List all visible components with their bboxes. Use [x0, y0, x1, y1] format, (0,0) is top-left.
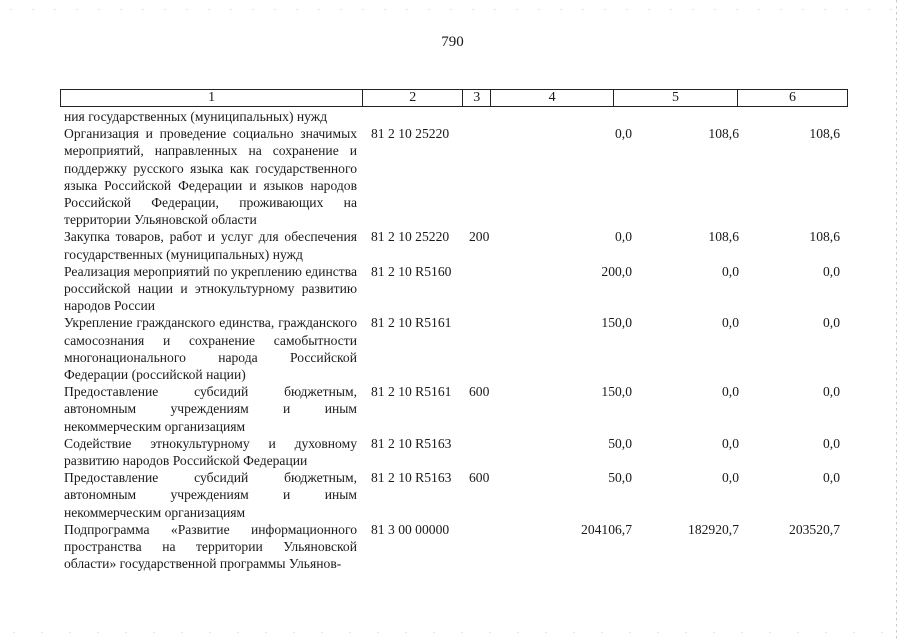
row-description: Закупка товаров, работ и услуг для обеспечения государственных (муниципальных) нужд — [64, 229, 357, 262]
table-row — [60, 521, 848, 573]
column-header-1: 1 — [61, 90, 363, 107]
row-value-col6: 203520,7 — [789, 521, 840, 537]
row-target-code: 81 2 10 25220 — [371, 229, 450, 245]
row-value-col5: 0,0 — [722, 470, 739, 486]
table-row — [60, 125, 848, 228]
row-target-code: 81 3 00 00000 — [371, 521, 450, 537]
row-target-code: 81 2 10 R5163 — [371, 470, 452, 486]
column-header-2: 2 — [363, 90, 463, 107]
row-expense-type: 600 — [469, 470, 490, 486]
table-row — [60, 383, 848, 435]
row-value-col5: 108,6 — [708, 229, 739, 245]
row-value-col5: 108,6 — [708, 126, 739, 142]
table-row — [60, 469, 848, 521]
table-row — [60, 108, 848, 125]
row-value-col6: 0,0 — [823, 263, 840, 279]
scan-artifact-bottom — [0, 631, 905, 634]
column-header-table — [60, 89, 848, 107]
row-value-col4: 150,0 — [601, 384, 632, 400]
row-description: Предоставление субсидий бюджетным, автономным учреждениям и иным некоммерческим организациям — [64, 384, 357, 434]
column-header-4: 4 — [491, 90, 614, 107]
row-description: Организация и проведение социально значимых мероприятий, направленных на сохранение и поддержку русского языка как государственного языка Российской Федерации и языков народов Российской Федерации, проживающих на территории Ульяновской области — [64, 126, 357, 228]
table-row — [60, 314, 848, 383]
row-value-col4: 0,0 — [615, 126, 632, 142]
page-number: 790 — [441, 34, 464, 50]
row-value-col4: 50,0 — [608, 435, 632, 451]
row-value-col6: 0,0 — [823, 470, 840, 486]
row-value-col6: 108,6 — [809, 126, 840, 142]
row-description: Подпрограмма «Развитие информационного пространства на территории Ульяновской области» государственной программы Ульянов- — [64, 521, 357, 572]
row-description: ния государственных (муниципальных) нужд — [64, 109, 328, 124]
column-header-3: 3 — [463, 90, 491, 107]
row-expense-type: 200 — [469, 229, 490, 245]
row-value-col4: 200,0 — [601, 263, 632, 279]
row-target-code: 81 2 10 R5160 — [371, 263, 452, 279]
row-value-col6: 108,6 — [809, 229, 840, 245]
row-description: Предоставление субсидий бюджетным, автономным учреждениям и иным некоммерческим организациям — [64, 470, 357, 520]
row-description: Реализация мероприятий по укреплению единства российской нации и этнокультурному развитию народов России — [64, 263, 357, 314]
row-value-col5: 0,0 — [722, 315, 739, 331]
budget-table-body — [60, 108, 848, 572]
row-value-col5: 0,0 — [722, 384, 739, 400]
row-expense-type: 600 — [469, 384, 490, 400]
row-value-col5: 0,0 — [722, 435, 739, 451]
row-target-code: 81 2 10 R5161 — [371, 315, 452, 331]
row-value-col6: 0,0 — [823, 435, 840, 451]
row-value-col4: 50,0 — [608, 470, 632, 486]
row-value-col4: 0,0 — [615, 229, 632, 245]
scan-artifact-right — [896, 0, 897, 640]
row-description: Укрепление гражданского единства, гражданского самосознания и сохранение самобытности многонационального народа Российской Федерации (российской нации) — [64, 315, 357, 383]
row-value-col4: 204106,7 — [581, 521, 632, 537]
row-target-code: 81 2 10 25220 — [371, 126, 450, 142]
row-value-col4: 150,0 — [601, 315, 632, 331]
column-header-6: 6 — [737, 90, 847, 107]
scan-artifact-top — [0, 8, 905, 11]
row-description: Содействие этнокультурному и духовному развитию народов Российской Федерации — [64, 435, 357, 469]
row-target-code: 81 2 10 R5161 — [371, 384, 452, 400]
row-value-col6: 0,0 — [823, 384, 840, 400]
row-value-col5: 0,0 — [722, 263, 739, 279]
column-header-row — [61, 90, 848, 107]
table-row — [60, 228, 848, 262]
row-value-col5: 182920,7 — [688, 521, 739, 537]
column-header-5: 5 — [614, 90, 738, 107]
row-value-col6: 0,0 — [823, 315, 840, 331]
table-row — [60, 263, 848, 315]
row-target-code: 81 2 10 R5163 — [371, 435, 452, 451]
table-row — [60, 435, 848, 469]
